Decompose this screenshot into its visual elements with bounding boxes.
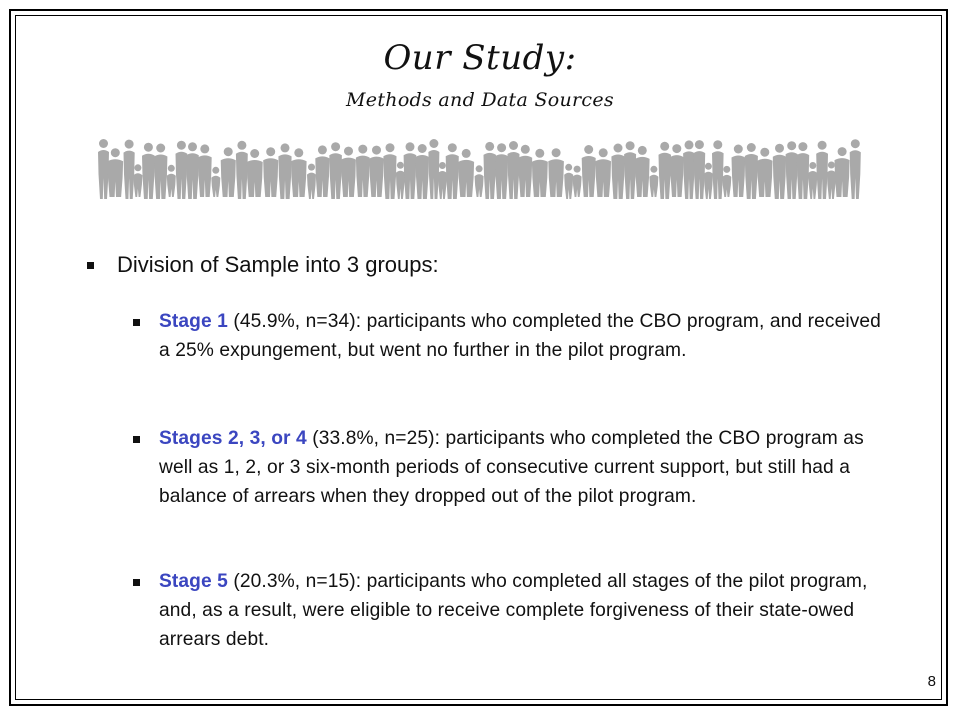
crowd-silhouette-icon [96,133,862,203]
slide-title: Our Study: [383,38,577,78]
group-lead: Stage 1 [159,311,228,332]
group-body: (20.3%, n=15): participants who completed all stages of the pilot program, and, as a result, were eligible to receive complete forgiveness of their state-owed arrears debt. [159,571,868,650]
main-bullet-text: Division of Sample into 3 groups: [117,252,439,277]
group-item-stage-5 [133,567,893,654]
page-number: 8 [927,673,936,690]
group-lead: Stage 5 [159,571,228,592]
main-bullet [87,252,439,278]
group-lead: Stages 2, 3, or 4 [159,428,307,449]
group-item-stages-2-3-4 [133,424,893,511]
slide-subtitle: Methods and Data Sources [346,89,614,111]
bullet-square-icon [133,436,140,443]
bullet-square-icon [133,319,140,326]
group-body: (33.8%, n=25): participants who completed the CBO program as well as 1, 2, or 3 six-month periods of consecutive current support, but still had a balance of arrears when they dropped out of the pilot program. [159,428,864,507]
bullet-square-icon [133,579,140,586]
group-item-stage-1 [133,307,893,365]
bullet-square-icon [87,262,94,269]
group-body: (45.9%, n=34): participants who completed the CBO program, and received a 25% expungement, but went no further in the pilot program. [159,311,881,361]
